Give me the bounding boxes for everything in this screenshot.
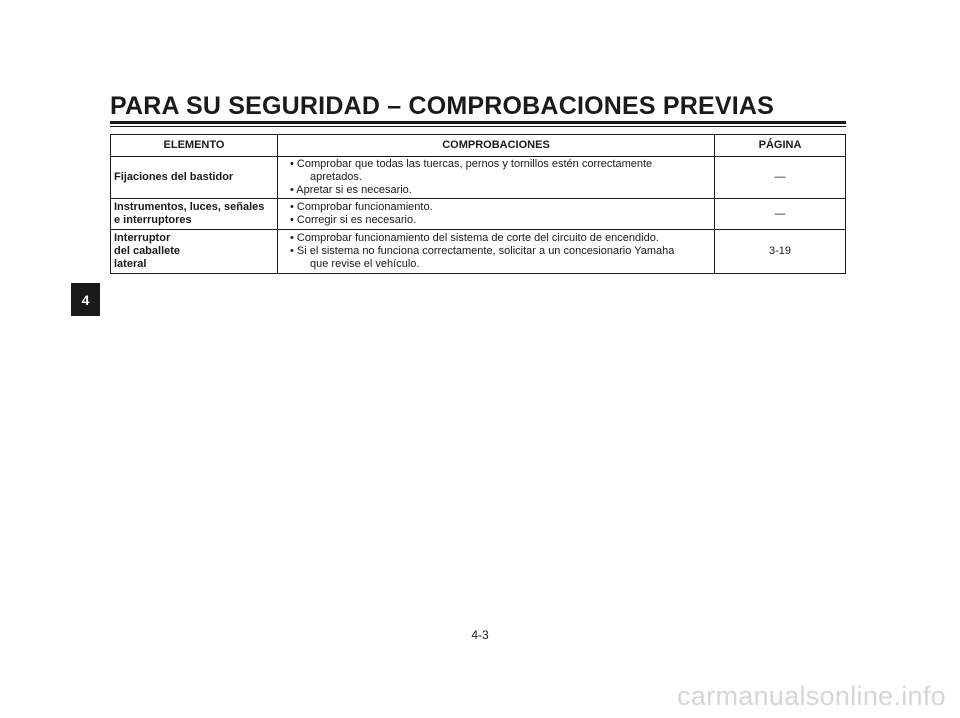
- row-page: —: [715, 199, 846, 230]
- check-item: [290, 184, 710, 197]
- check-text: • Comprobar funcionamiento del sistema de corte del circuito de encendido.: [290, 232, 659, 244]
- header-page: PÁGINA: [715, 135, 846, 157]
- element-line: Instrumentos, luces, señales: [114, 201, 265, 213]
- row-checks: [278, 199, 715, 230]
- header-element: ELEMENTO: [111, 135, 278, 157]
- row-checks: [278, 157, 715, 199]
- row-page: 3-19: [715, 230, 846, 274]
- check-text: • Comprobar que todas las tuercas, pernos y tornillos estén correctamente: [290, 158, 653, 170]
- table-row: [111, 230, 846, 274]
- row-checks: [278, 230, 715, 274]
- element-line: e interruptores: [114, 214, 192, 226]
- row-element: [111, 157, 278, 199]
- header-checks: COMPROBACIONES: [278, 135, 715, 157]
- title-rule-thin: [110, 126, 846, 127]
- table-header-row: [111, 135, 846, 157]
- check-text-continuation: que revise el vehículo.: [310, 258, 420, 270]
- row-element: [111, 199, 278, 230]
- chapter-tab: 4: [71, 283, 100, 316]
- table-row: [111, 157, 846, 199]
- check-item: [290, 245, 710, 271]
- check-text: • Corregir si es necesario.: [290, 214, 417, 226]
- element-line: lateral: [114, 258, 147, 270]
- table-row: [111, 199, 846, 230]
- check-text-continuation: apretados.: [310, 171, 362, 183]
- check-item: [290, 232, 710, 245]
- check-item: [290, 214, 710, 227]
- title-rule-thick: [110, 121, 846, 124]
- check-text: • Apretar si es necesario.: [290, 184, 412, 196]
- row-page: —: [715, 157, 846, 199]
- page-number: 4-3: [471, 628, 489, 642]
- element-line: Fijaciones del bastidor: [114, 171, 234, 183]
- check-item: [290, 201, 710, 214]
- check-item: [290, 158, 710, 184]
- check-text: • Si el sistema no funciona correctamente, solicitar a un concesionario Yamaha: [290, 245, 675, 257]
- page-title: PARA SU SEGURIDAD – COMPROBACIONES PREVIAS: [110, 92, 775, 120]
- element-line: del caballete: [114, 245, 181, 257]
- watermark: carmanualsonline.info: [677, 681, 946, 711]
- row-element: [111, 230, 278, 274]
- checks-table: [110, 134, 846, 274]
- element-line: Interruptor: [114, 232, 171, 244]
- check-text: • Comprobar funcionamiento.: [290, 201, 433, 213]
